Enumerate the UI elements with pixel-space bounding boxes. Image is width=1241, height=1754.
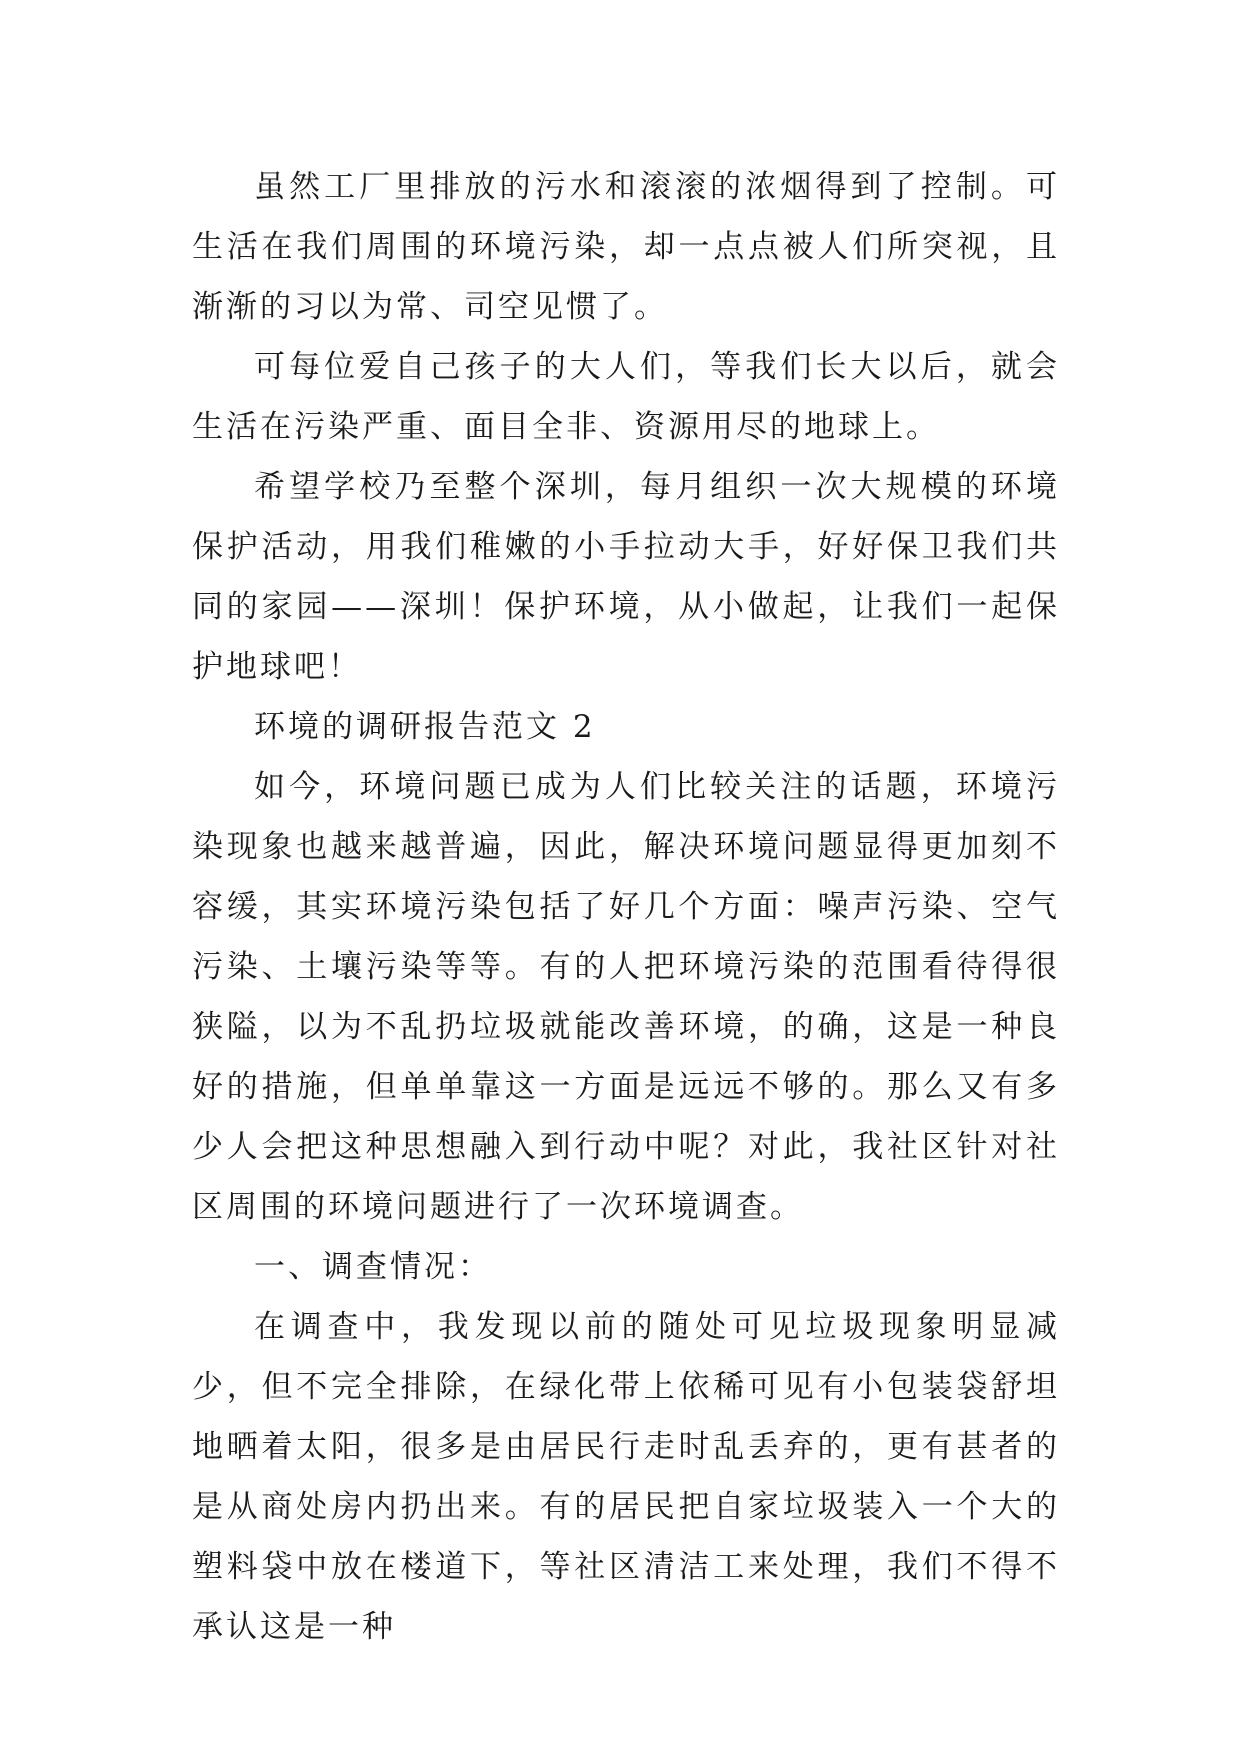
document-body — [192, 157, 1060, 1657]
paragraph-factory-pollution: 虽然工厂里排放的污水和滚滚的浓烟得到了控制。可生活在我们周围的环境污染，却一点点被人们所突视，且渐渐的习以为常、司空见惯了。 — [192, 169, 1060, 325]
paragraph-environment-issues: 如今，环境问题已成为人们比较关注的话题，环境污染现象也越来越普遍，因此，解决环境问题显得更加刻不容缓，其实环境污染包括了好几个方面：噪声污染、空气污染、土壤污染等等。有的人把环境污染的范围看待得很狭隘，以为不乱扔垃圾就能改善环境，的确，这是一种良好的措施，但单单靠这一方面是远远不够的。那么又有多少人会把这种思想融入到行动中呢？对此，我社区针对社区周围的环境问题进行了一次环境调查。 — [192, 769, 1060, 1225]
paragraph-school-hope: 希望学校乃至整个深圳，每月组织一次大规模的环境保护活动，用我们稚嫩的小手拉动大手，好好保卫我们共同的家园——深圳！保护环境，从小做起，让我们一起保护地球吧！ — [192, 469, 1060, 685]
paragraph-survey-findings: 在调查中，我发现以前的随处可见垃圾现象明显减少，但不完全排除，在绿化带上依稀可见有小包装袋舒坦地晒着太阳，很多是由居民行走时乱丢弃的，更有甚者的是从商处房内扔出来。有的居民把自家垃圾装入一个大的塑料袋中放在楼道下，等社区清洁工来处理，我们不得不承认这是一种 — [192, 1309, 1060, 1645]
section-title-report-2: 环境的调研报告范文 2 — [254, 709, 596, 745]
paragraph-parents-appeal: 可每位爱自己孩子的大人们，等我们长大以后，就会生活在污染严重、面目全非、资源用尽的地球上。 — [192, 349, 1060, 445]
subsection-title-survey: 一、调查情况： — [254, 1249, 492, 1285]
